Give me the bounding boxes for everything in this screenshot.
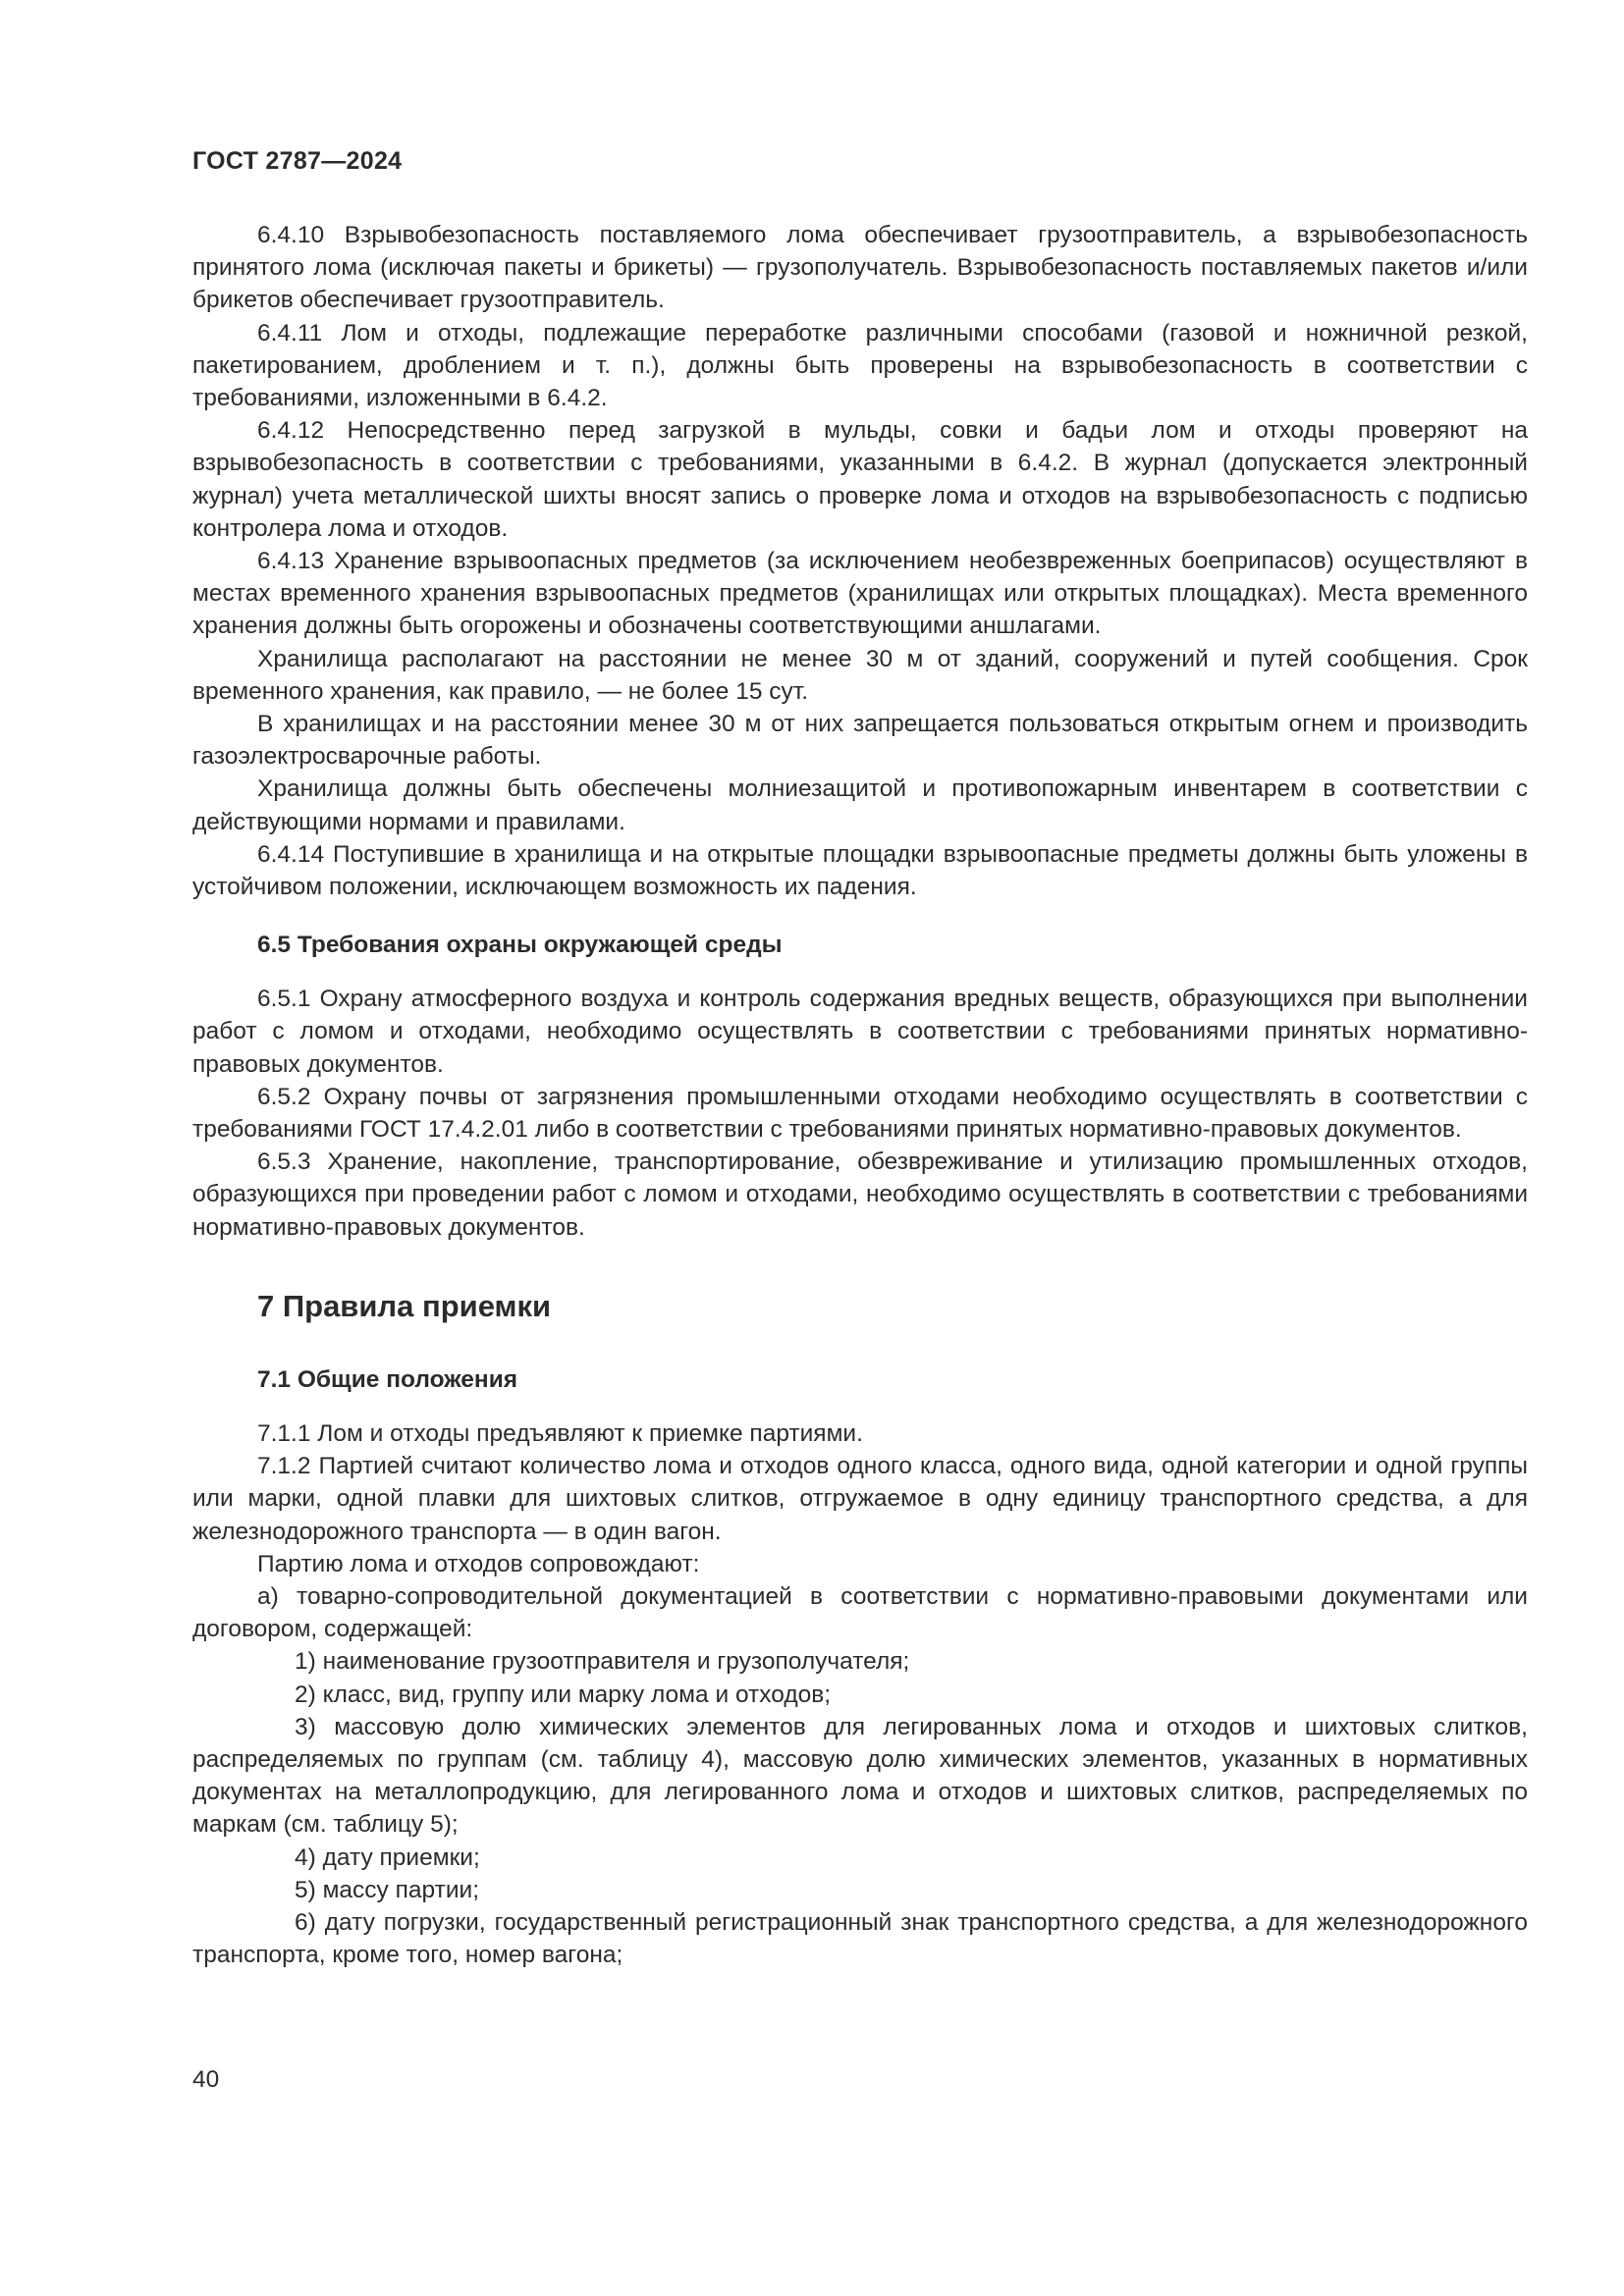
paragraph-7-1-1: 7.1.1 Лом и отходы предъявляют к приемке партиями. (257, 1419, 863, 1447)
list-item-5: 5) массу партии; (295, 1876, 479, 1903)
list-item-3: 3) массовую долю химических элементов для легированных лома и отходов и шихтовых слитков, распределяемых по группам (см. таблицу 4), массовую долю химических элементов, указанных в нормативных документах на металлопродукцию, для легированного лома и отходов и шихтовых слитков, распределяемых по маркам (см. таблицу 5); (192, 1713, 1528, 1839)
section-heading-7: 7 Правила приемки (257, 1288, 552, 1323)
section-heading-6-5: 6.5 Требования охраны окружающей среды (257, 932, 783, 959)
paragraph-6-5-3: 6.5.3 Хранение, накопление, транспортирование, обезвреживание и утилизацию промышленных отходов, образующихся при проведении работ с ломом и отходами, необходимо осуществлять в соответствии с требованиями нормативно-правовых документов. (192, 1148, 1528, 1241)
list-item-1: 1) наименование грузоотправителя и грузополучателя; (295, 1648, 910, 1676)
section-heading-7-1: 7.1 Общие положения (257, 1365, 518, 1393)
paragraph-batch-accompany: Партию лома и отходов сопровождают: (257, 1550, 700, 1577)
list-item-6: 6) дату погрузки, государственный регистрационный знак транспортного средства, а для железнодорожного транспорта, кроме того, номер вагона; (192, 1908, 1528, 1969)
paragraph-6-4-12: 6.4.12 Непосредственно перед загрузкой в мульды, совки и бадьи лом и отходы проверяют на взрывобезопасность в соответствии с требованиями, указанными в 6.4.2. В журнал (допускается электронный журнал) учета металлической шихты вносят запись о проверке лома и отходов на взрывобезопасность с подписью контролера лома и отходов. (192, 417, 1528, 542)
paragraph-6-4-14: 6.4.14 Поступившие в хранилища и на открытые площадки взрывоопасные предметы должны быть уложены в устойчивом положении, исключающем возможность их падения. (192, 840, 1528, 901)
paragraph-storage-fire: В хранилищах и на расстоянии менее 30 м от них запрещается пользоваться открытым огнем и производить газоэлектросварочные работы. (192, 711, 1528, 771)
paragraph-storage-distance: Хранилища располагают на расстоянии не менее 30 м от зданий, сооружений и путей сообщения. Срок временного хранения, как правило, — не более 15 сут. (192, 645, 1528, 705)
paragraph-7-1-2: 7.1.2 Партией считают количество лома и отходов одного класса, одного вида, одной категории и одной группы или марки, одной плавки для шихтовых слитков, отгружаемое в одну единицу транспортного средства, а для железнодорожного транспорта — в один вагон. (192, 1453, 1528, 1545)
paragraph-6-5-1: 6.5.1 Охрану атмосферного воздуха и контроль содержания вредных веществ, образующихся при выполнении работ с ломом и отходами, необходимо осуществлять в соответствии с требованиями принятых нормативно-правовых документов. (192, 986, 1528, 1078)
paragraph-6-4-11: 6.4.11 Лом и отходы, подлежащие переработке различными способами (газовой и ножничной резкой, пакетированием, дроблением и т. п.), должны быть проверены на взрывобезопасность в соответствии с требованиями, изложенными в 6.4.2. (192, 319, 1528, 412)
document-header: ГОСТ 2787—2024 (192, 147, 403, 175)
list-item-2: 2) класс, вид, группу или марку лома и отходов; (295, 1681, 832, 1708)
document-page (192, 147, 1528, 1971)
paragraph-storage-protection: Хранилища должны быть обеспечены молниезащитой и противопожарным инвентарем в соответствии с действующими нормами и правилами. (192, 775, 1528, 835)
page-number: 40 (192, 2066, 220, 2093)
paragraph-6-4-10: 6.4.10 Взрывобезопасность поставляемого лома обеспечивает грузоотправитель, а взрывобезопасность принятого лома (исключая пакеты и брикеты) — грузополучатель. Взрывобезопасность поставляемых пакетов и/или брикетов обеспечивает грузоотправитель. (192, 222, 1528, 314)
paragraph-6-4-13: 6.4.13 Хранение взрывоопасных предметов (за исключением необезвреженных боеприпасов) осуществляют в местах временного хранения взрывоопасных предметов (хранилищах или открытых площадках). Места временного хранения должны быть огорожены и обозначены соответствующими аншлагами. (192, 548, 1528, 640)
paragraph-item-a: а) товарно-сопроводительной документацией в соответствии с нормативно-правовыми документами или договором, содержащей: (192, 1582, 1528, 1643)
paragraph-6-5-2: 6.5.2 Охрану почвы от загрязнения промышленными отходами необходимо осуществлять в соответствии с требованиями ГОСТ 17.4.2.01 либо в соответствии с требованиями принятых нормативно-правовых документов. (192, 1083, 1528, 1144)
list-item-4: 4) дату приемки; (295, 1843, 480, 1871)
